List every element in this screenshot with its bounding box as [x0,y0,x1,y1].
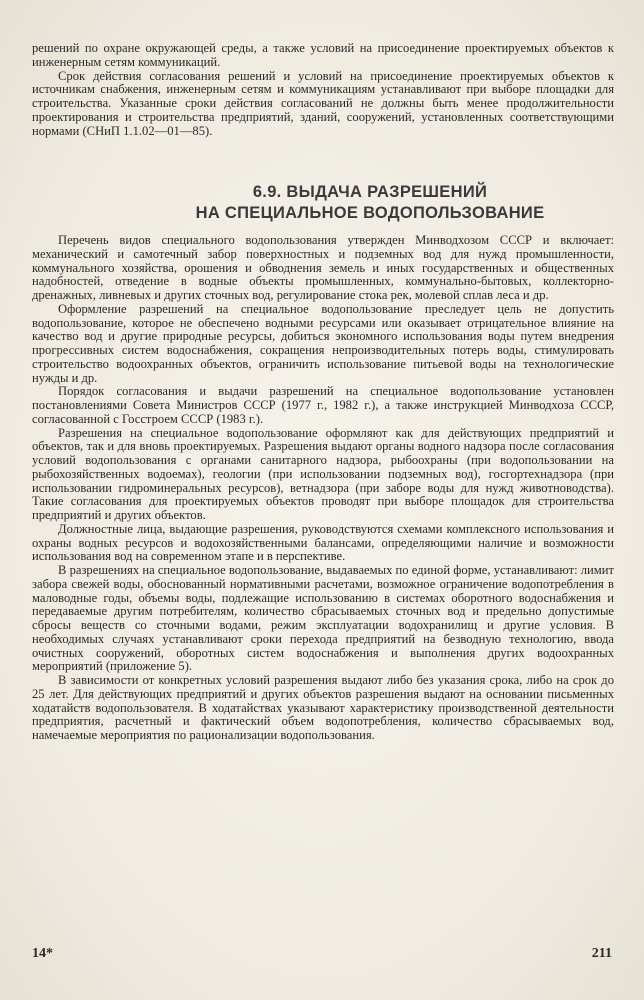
intro-paragraph-2: Срок действия согласования решений и условий на присоединение проектируемых объектов к источникам снабжения, инженерным сетям и коммуникациям устанавливают при выборе площадки для строительства. Указанные сроки действия согласований не должны быть менее продолжительности проектирования и строительства предприятий, зданий, сооружений, установленных соответствующими нормами (СНиП 1.1.02—01—85). [32,68,614,138]
body-paragraph-3: Порядок согласования и выдачи разрешений на специальное водопользование установлен постановлениями Совета Министров СССР (1977 г., 1982 г.), а также инструкцией Минводхоза СССР, согласованной с Госстроем СССР (1983 г.). [32,384,614,426]
section-heading [120,182,620,224]
section-body [32,234,614,743]
body-paragraph-5: Должностные лица, выдающие разрешения, руководствуются схемами комплексного использования и охраны водных ресурсов и водохозяйственными балансами, определяющими наличие и возможности использования вод на современном этапе и в перспективе. [32,521,614,564]
body-paragraph-2: Оформление разрешений на специальное водопользование преследует цель не допустить водопользование, которое не обеспечено водными ресурсами или оказывает отрицательное влияние на качество вод и другие природные ресурсы, добиться экономного использования воды путем внедрения прогрессивных систем водоснабжения, сокращения непроизводительных потерь воды, стимулировать строительство водоохранных объектов, ограничить использование питьевой воды на технологические нужды и др. [32,301,614,385]
body-paragraph-6: В разрешениях на специальное водопользование, выдаваемых по единой форме, устанавливают: лимит забора свежей воды, обоснованный нормативными расчетами, возможное ограничение водопотребления в маловодные годы, объемы воды, подлежащие использованию в системах оборотного водоснабжения и передаваемые другим потребителям, количество сбрасываемых сточных вод и предельно допустимые сбросы веществ со сточными водами, режим эксплуатации водохранилищ и другие условия. В необходимых случаях устанавливают сроки перехода предприятий на безводную технологию, ввода очистных сооружений, оборотных систем водоснабжения и выполнения других водоохранных мероприятий (приложение 5). [32,563,614,674]
body-paragraph-4: Разрешения на специальное водопользование оформляют как для действующих предприятий и объектов, так и для вновь проектируемых. Разрешения выдают органы водного надзора после согласования условий водопользования с органами санитарного надзора, рыбоохраны (при водопользовании на рыбохозяйственных водоемах), геологии (при использовании подземных вод), госгортехнадзора (при использовании гидроминеральных ресурсов), ветнадзора (при заборе воды для нужд животноводства). Такие согласования для проектируемых объектов проводят при выборе площадок для строительства предприятий и других объектов. [32,425,614,522]
body-paragraph-7: В зависимости от конкретных условий разрешения выдают либо без указания срока, либо на срок до 25 лет. Для действующих предприятий и других объектов разрешения выдают на основании письменных ходатайств водопользователя. В ходатайствах указывают характеристику производственной деятельности предприятия, расчетный и фактический объем водопотребления, количество сбрасываемых вод, намечаемые мероприятия по рационализации водопользования. [32,673,614,742]
intro-paragraph-1: решений по охране окружающей среды, а также условий на присоединение проектируемых объектов к инженерным сетям коммуникаций. [32,41,614,69]
section-heading-line-2: НА СПЕЦИАЛЬНОЕ ВОДОПОЛЬЗОВАНИЕ [195,204,545,222]
body-paragraph-1: Перечень видов специального водопользования утвержден Минводхозом СССР и включает: механический и самотечный забор поверхностных и подземных вод для нужд промышленности, коммунального хозяйства, орошения и обводнения земель и иных государственных и общественных надобностей, отведение в водные объекты промышленных, коммунально-бытовых, коллекторно-дренажных, ливневых и других сточных вод, регулирование стока рек, молевой сплав леса и др. [32,233,614,302]
intro-section [32,42,614,138]
signature-mark: 14* [32,946,53,961]
page-number: 211 [591,946,612,961]
section-heading-line-1: 6.9. ВЫДАЧА РАЗРЕШЕНИЙ [252,183,488,201]
